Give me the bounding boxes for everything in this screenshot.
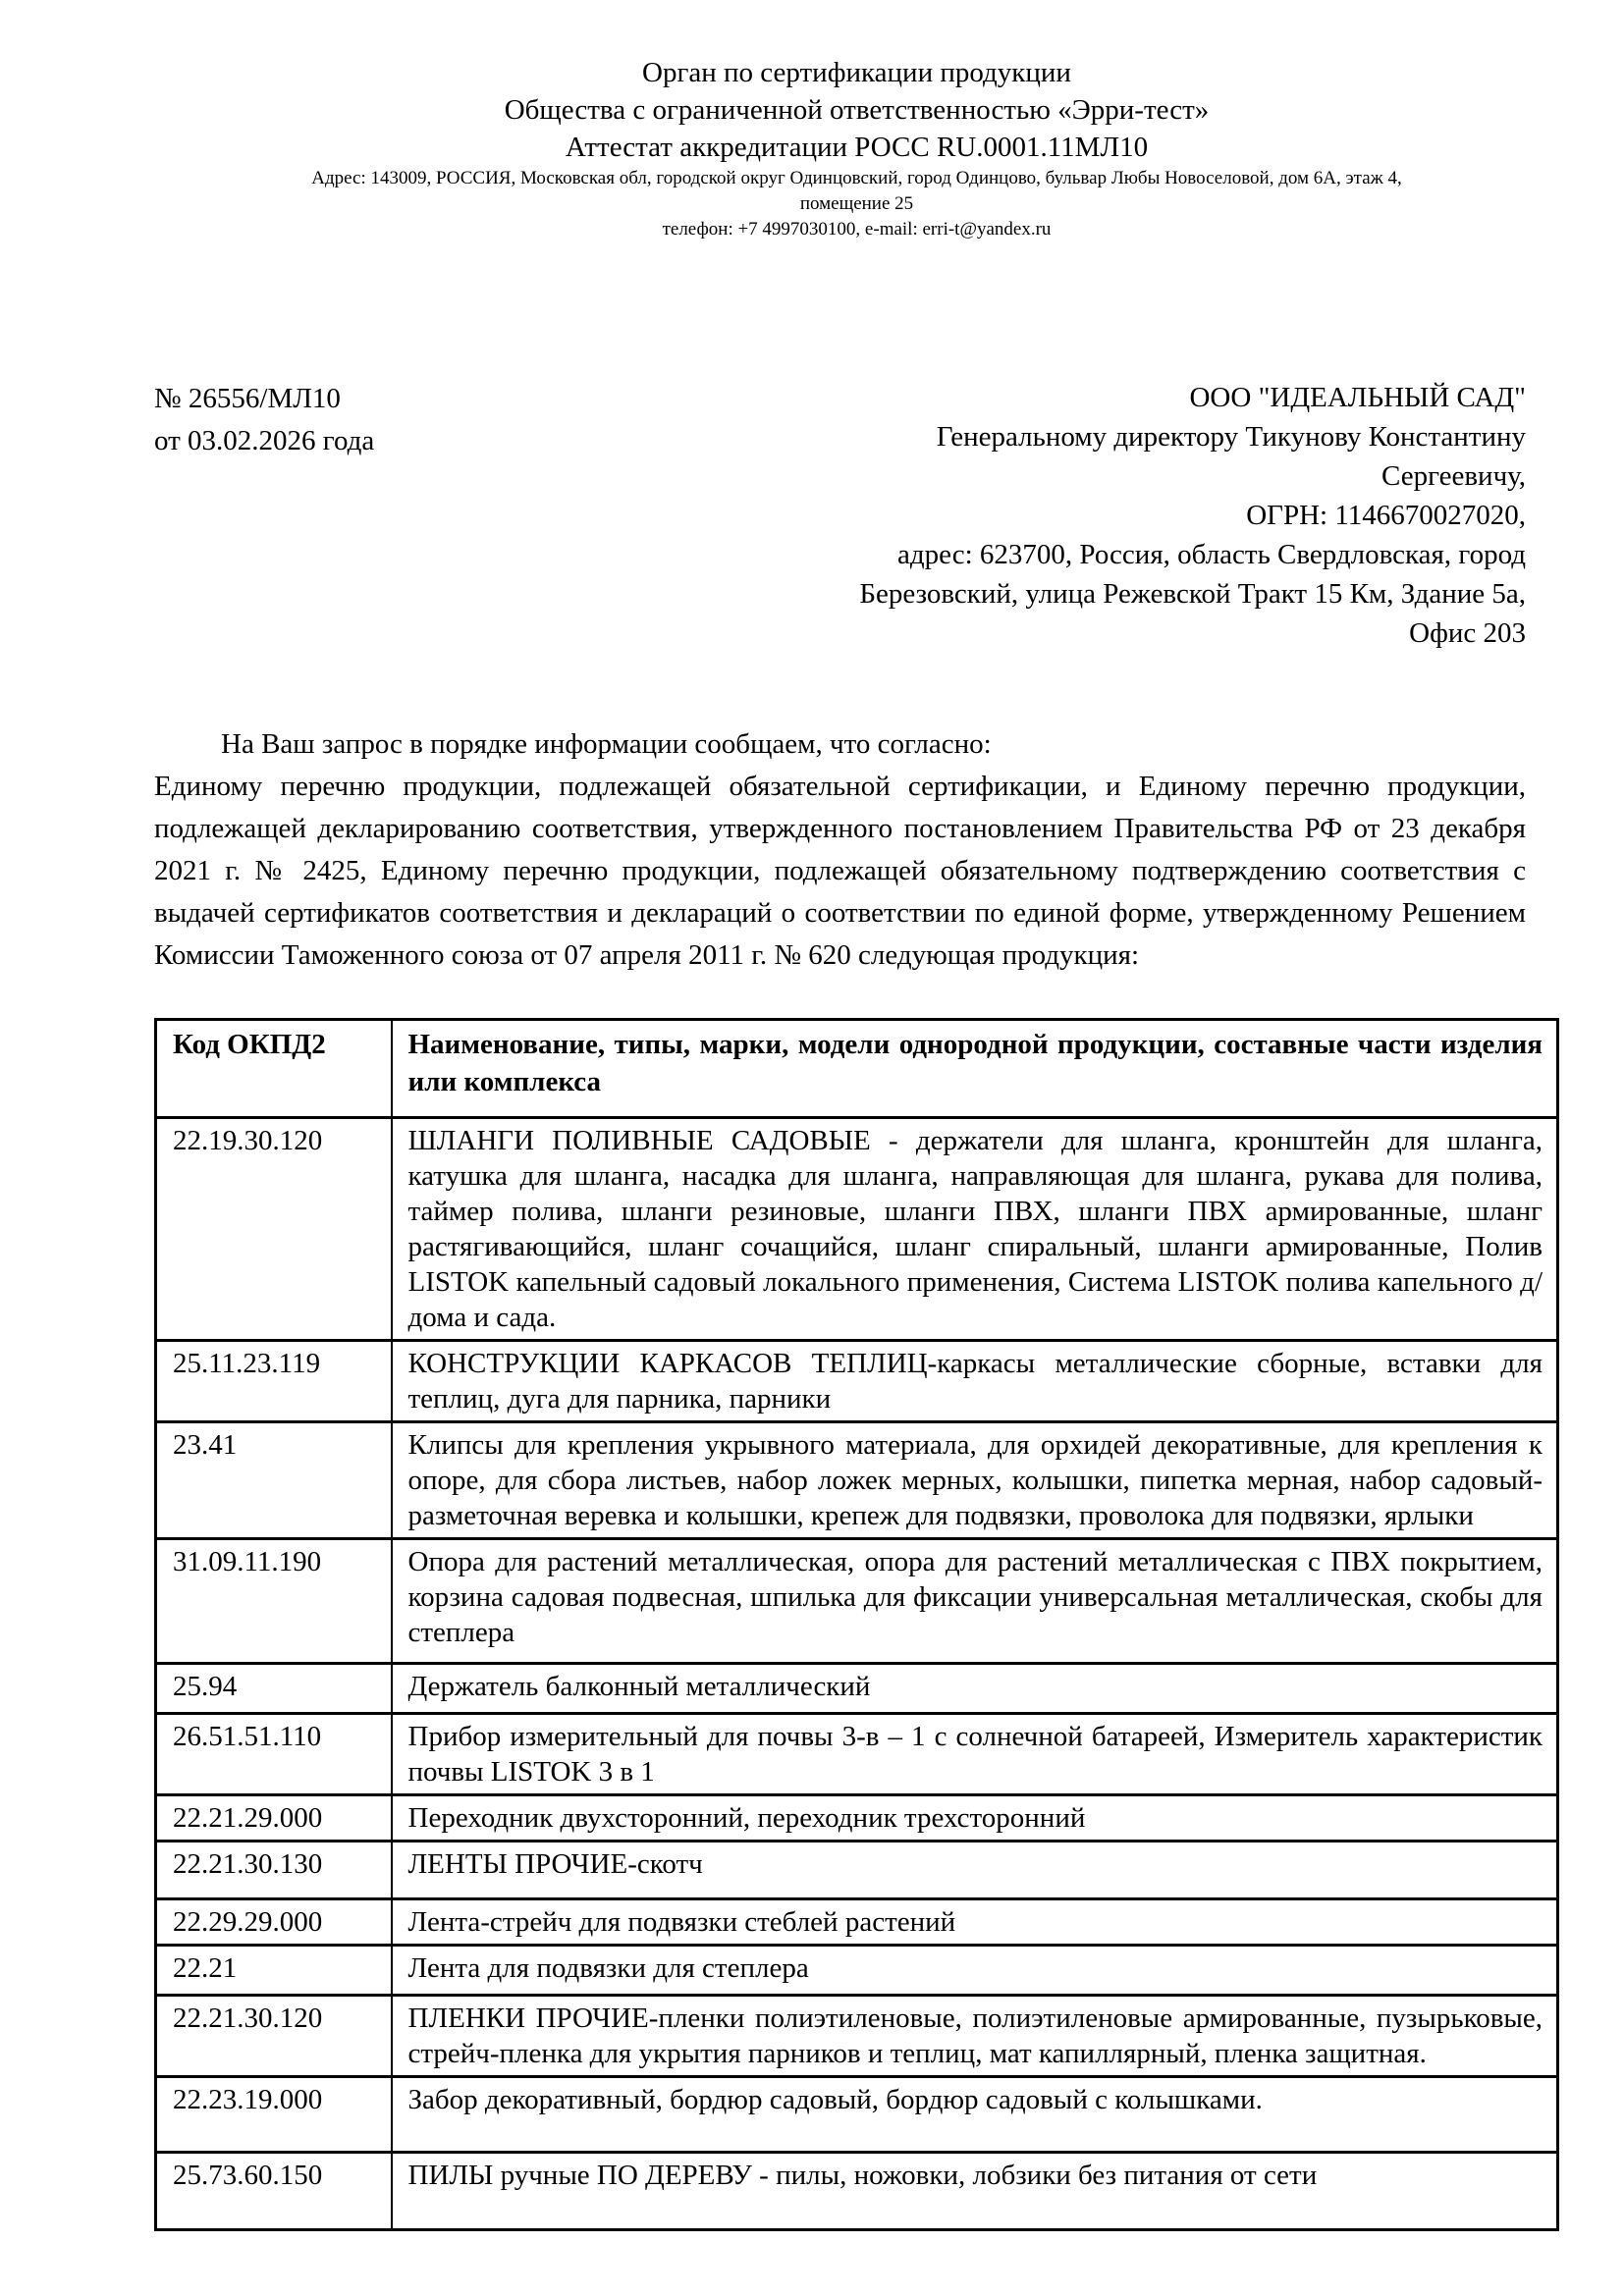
letter-date: от 03.02.2026 года (154, 425, 375, 456)
table-row (156, 1946, 1558, 1996)
okpd2-code-cell: 22.21.30.130 (156, 1842, 392, 1899)
recipient-block (859, 378, 1526, 653)
recipient-ogrn-line: ОГРН: 1146670027020, (1246, 500, 1526, 531)
okpd2-code-cell: 22.21 (156, 1946, 392, 1996)
reference-recipient-row (154, 378, 1559, 653)
product-description-cell: Лента для подвязки для степлера (392, 1946, 1558, 1996)
letterhead (154, 54, 1559, 242)
table-row (156, 1795, 1558, 1842)
product-description-cell: ПЛЕНКИ ПРОЧИЕ-пленки полиэтиленовые, полиэтиленовые армированные, пузырьковые, стрейч-пленка для укрытия парников и теплиц, мат капиллярный, пленка защитная. (392, 1996, 1558, 2077)
okpd2-code-cell: 31.09.11.190 (156, 1539, 392, 1664)
org-name-line1: Орган по сертификации продукции (642, 57, 1071, 88)
table-row (156, 1422, 1558, 1539)
product-description-cell: Переходник двухсторонний, переходник трехсторонний (392, 1795, 1558, 1842)
okpd2-code-cell: 25.94 (156, 1664, 392, 1714)
okpd2-code-cell: 26.51.51.110 (156, 1714, 392, 1795)
recipient-address-line3: Офис 203 (1409, 617, 1526, 649)
product-description-cell: Прибор измерительный для почвы 3-в – 1 с солнечной батареей, Измеритель характеристик почвы LISTOK 3 в 1 (392, 1714, 1558, 1795)
table-body (156, 1118, 1558, 2230)
okpd2-code-cell: 23.41 (156, 1422, 392, 1539)
okpd2-code-cell: 22.21.29.000 (156, 1795, 392, 1842)
intro-sentence: На Ваш запрос в порядке информации сообщаем, что согласно: (221, 728, 992, 760)
accreditation-line: Аттестат аккредитации РОСС RU.0001.11МЛ10 (565, 132, 1149, 163)
org-contact-line: телефон: +7 4997030100, e-mail: erri-t@yandex.ru (662, 219, 1052, 240)
product-description-cell: ШЛАНГИ ПОЛИВНЫЕ САДОВЫЕ - держатели для шланга, кронштейн для шланга, катушка для шланга, насадка для шланга, направляющая для шланга, рукава для полива, таймер полива, шланги резиновые, шланги ПВХ, шланги ПВХ армированные, шланг растягивающийся, шланг сочащийся, шланг спиральный, шланги армированные, Полив LISTOK капельный садовый локального применения, Система LISTOK полива капельного д/дома и сада. (392, 1118, 1558, 1341)
okpd2-code-cell: 22.21.30.120 (156, 1996, 392, 2077)
table-row (156, 1341, 1558, 1422)
table-row (156, 2153, 1558, 2230)
table-row (156, 1996, 1558, 2077)
table-row (156, 1539, 1558, 1664)
org-name-line2: Общества с ограниченной ответственностью «Эрри-тест» (504, 94, 1210, 126)
product-description-cell: ЛЕНТЫ ПРОЧИЕ-скотч (392, 1842, 1558, 1899)
recipient-address-line1: адрес: 623700, Россия, область Свердловская, город (897, 539, 1526, 570)
letter-number: № 26556/МЛ10 (154, 383, 341, 414)
okpd2-code-cell: 25.73.60.150 (156, 2153, 392, 2230)
org-address-line2: помещение 25 (799, 193, 914, 214)
okpd2-code-cell: 22.29.29.000 (156, 1899, 392, 1946)
letter-body (154, 723, 1526, 977)
table-row (156, 2077, 1558, 2153)
col-header-product-name: Наименование, типы, марки, модели однородной продукции, составные части изделия или комплекса (392, 1020, 1558, 1118)
col-header-okpd2-code: Код ОКПД2 (156, 1020, 392, 1118)
org-address-line1: Адрес: 143009, РОССИЯ, Московская обл, городской округ Одинцовский, город Одинцово, бульвар Любы Новоселовой, дом 6А, этаж 4, (311, 168, 1402, 188)
product-description-cell: КОНСТРУКЦИИ КАРКАСОВ ТЕПЛИЦ-каркасы металлические сборные, вставки для теплиц, дуга для парника, парники (392, 1341, 1558, 1422)
recipient-company: ООО "ИДЕАЛЬНЫЙ САД" (1189, 382, 1526, 413)
product-description-cell: ПИЛЫ ручные ПО ДЕРЕВУ - пилы, ножовки, лобзики без питания от сети (392, 2153, 1558, 2230)
table-row (156, 1714, 1558, 1795)
table-row (156, 1899, 1558, 1946)
table-row (156, 1842, 1558, 1899)
okpd2-code-cell: 25.11.23.119 (156, 1341, 392, 1422)
products-table (154, 1018, 1559, 2231)
main-paragraph: Единому перечню продукции, подлежащей обязательной сертификации, и Единому перечню продукции, подлежащей декларированию соответствия, утвержденного постановлением Правительства РФ от 23 декабря 2021 г. № 2425, Единому перечню продукции, подлежащей обязательному подтверждению соответствия с выдачей сертификатов соответствия и деклараций о соответствии по единой форме, утвержденному Решением Комиссии Таможенного союза от 07 апреля 2011 г. № 620 следующая продукция: (154, 771, 1526, 971)
reference-block (154, 378, 374, 653)
recipient-name-line: Сергеевичу, (1381, 460, 1526, 492)
product-description-cell: Забор декоративный, бордюр садовый, бордюр садовый с колышками. (392, 2077, 1558, 2153)
table-row (156, 1664, 1558, 1714)
recipient-title-line: Генеральному директору Тикунову Константину (936, 421, 1526, 453)
product-description-cell: Лента-стрейч для подвязки стеблей растений (392, 1899, 1558, 1946)
product-description-cell: Опора для растений металлическая, опора для растений металлическая с ПВХ покрытием, корзина садовая подвесная, шпилька для фиксации универсальная металлическая, скобы для степлера (392, 1539, 1558, 1664)
okpd2-code-cell: 22.23.19.000 (156, 2077, 392, 2153)
table-row (156, 1118, 1558, 1341)
product-description-cell: Клипсы для крепления укрывного материала, для орхидей декоративные, для крепления к опоре, для сбора листьев, набор ложек мерных, колышки, пипетка мерная, набор садовый-разметочная веревка и колышки, крепеж для подвязки, проволока для подвязки, ярлыки (392, 1422, 1558, 1539)
okpd2-code-cell: 22.19.30.120 (156, 1118, 392, 1341)
table-header-row (156, 1020, 1558, 1118)
product-description-cell: Держатель балконный металлический (392, 1664, 1558, 1714)
recipient-address-line2: Березовский, улица Режевской Тракт 15 Км, Здание 5а, (859, 578, 1526, 610)
